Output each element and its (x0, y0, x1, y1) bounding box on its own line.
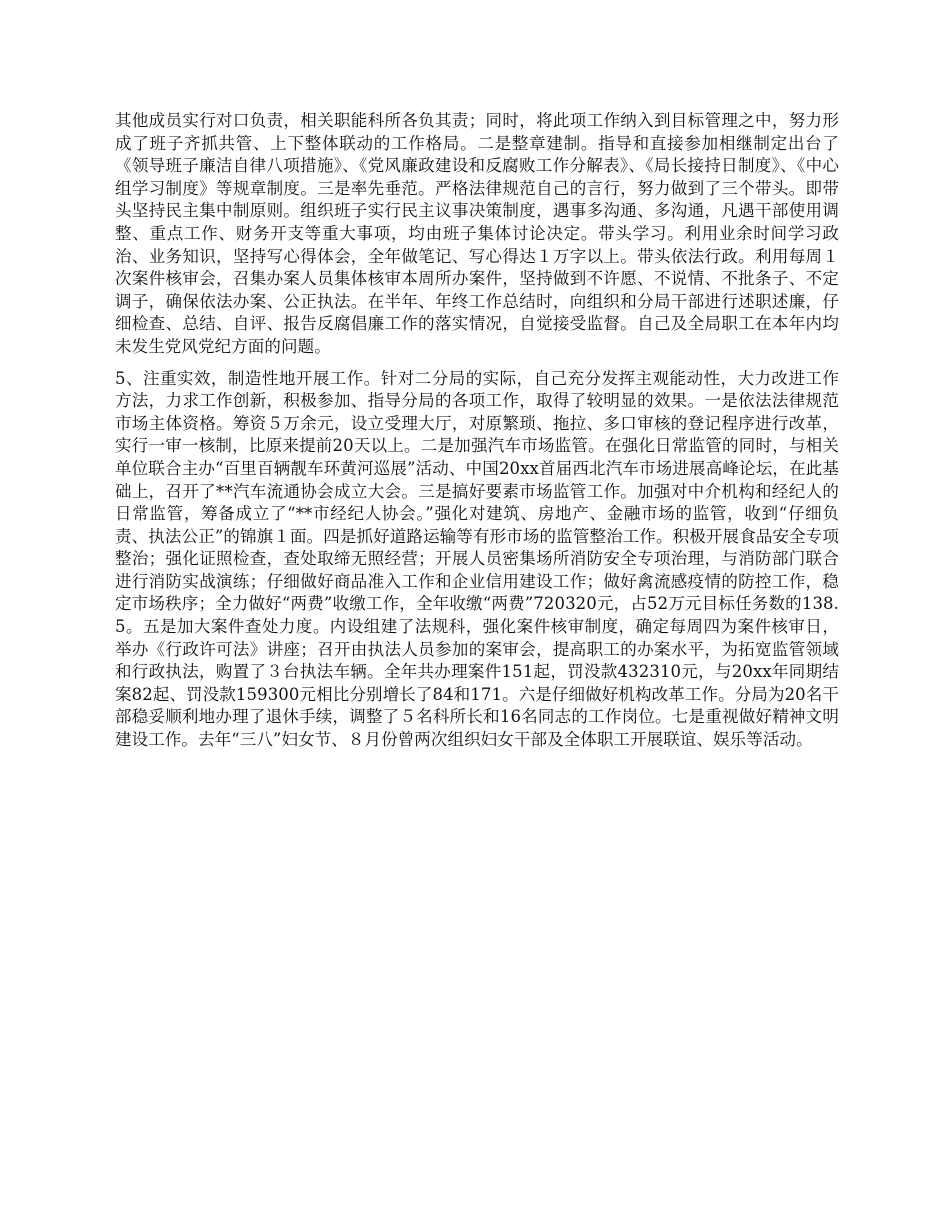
paragraph-1: 其他成员实行对口负责，相关职能科所各负其责；同时，将此项工作纳入到目标管理之中，努力形成了班子齐抓共管、上下整体联动的工作格局。二是整章建制。指导和直接参加相继制定出台了《领导班子廉洁自律八项措施》、《党风廉政建设和反腐败工作分解表》、《局长接持日制度》、《中心组学习制度》等规章制度。三是率先垂范。严格法律规范自己的言行，努力做到了三个带头。即带头坚持民主集中制原则。组织班子实行民主议事决策制度，遇事多沟通、多沟通，凡遇干部使用调整、重点工作、财务开支等重大事项，均由班子集体讨论决定。带头学习。利用业余时间学习政治、业务知识，坚持写心得体会，全年做笔记、写心得达１万字以上。带头依法行政。利用每周１次案件核审会，召集办案人员集体核审本周所办案件，坚持做到不许愿、不说情、不批条子、不定调子，确保依法办案、公正执法。在半年、年终工作总结时，向组织和分局干部进行述职述廉，仔细检查、总结、自评、报告反腐倡廉工作的落实情况，自觉接受监督。自己及全局职工在本年内均未发生党风党纪方面的问题。 (115, 111, 839, 356)
document-body (115, 110, 839, 761)
paragraph-2: 5、注重实效，制造性地开展工作。针对二分局的实际，自己充分发挥主观能动性，大力改进工作方法，力求工作创新，积极参加、指导分局的各项工作，取得了较明显的效果。一是依法法律规范市场主体资格。筹资５万余元，设立受理大厅，对原繁琐、拖拉、多口审核的登记程序进行改革，实行一审一核制，比原来提前20天以上。二是加强汽车市场监管。在强化日常监管的同时，与相关单位联合主办“百里百辆靓车环黄河巡展”活动、中国20xx首届西北汽车市场进展高峰论坛，在此基础上，召开了**汽车流通协会成立大会。三是搞好要素市场监管工作。加强对中介机构和经纪人的日常监管，筹备成立了“**市经纪人协会。”强化对建筑、房地产、金融市场的监管，收到“仔细负责、执法公正”的锦旗１面。四是抓好道路运输等有形市场的监管整治工作。积极开展食品安全专项整治；强化证照检查，查处取缔无照经营；开展人员密集场所消防安全专项治理，与消防部门联合进行消防实战演练；仔细做好商品准入工作和企业信用建设工作；做好禽流感疫情的防控工作，稳定市场秩序；全力做好“两费”收缴工作，全年收缴“两费”720320元，占52万元目标任务数的138.5。五是加大案件查处力度。内设组建了法规科，强化案件核审制度，确定每周四为案件核审日，举办《行政许可法》讲座；召开由执法人员参加的案审会，提高职工的办案水平，为拓宽监管领域和行政执法，购置了３台执法车辆。全年共办理案件151起，罚没款432310元，与20xx年同期结案82起、罚没款159300元相比分别增长了84和171。六是仔细做好机构改革工作。分局为20名干部稳妥顺利地办理了退休手续，调整了５名科所长和16名同志的工作岗位。七是重视做好精神文明建设工作。去年“三八”妇女节、８月份曾两次组织妇女干部及全体职工开展联谊、娱乐等活动。 (115, 368, 839, 750)
